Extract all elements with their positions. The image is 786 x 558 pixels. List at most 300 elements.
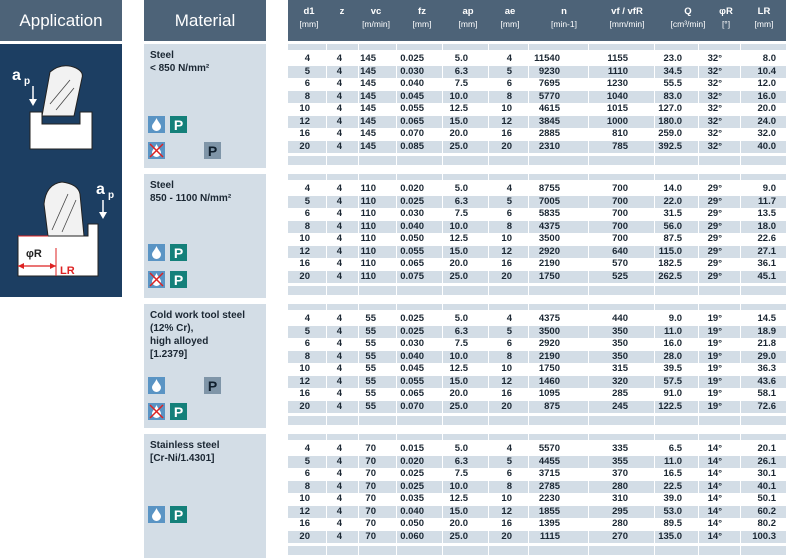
table-cell: 3845 — [538, 115, 560, 127]
table-cell: 5.0 — [454, 313, 468, 324]
table-cell: 700 — [612, 233, 628, 244]
table-row — [288, 221, 786, 233]
table-cell: 89.5 — [663, 518, 682, 529]
table-cell: 7005 — [538, 195, 560, 207]
table-row — [288, 258, 786, 270]
table-cell: 20.1 — [757, 443, 776, 454]
table-cell: 4 — [304, 313, 310, 324]
table-cell: 110 — [360, 183, 376, 194]
table-cell: 6 — [506, 468, 512, 479]
table-cell: 285 — [612, 388, 628, 399]
table-cell: 4 — [336, 443, 342, 454]
table-cell: 19° — [707, 363, 722, 374]
table-cell: 0.025 — [400, 468, 424, 479]
table-cell: 0.025 — [400, 480, 424, 492]
table-cell: 3715 — [538, 468, 560, 479]
table-cell: 4 — [336, 65, 342, 77]
table-row — [288, 351, 786, 363]
col-lr: LR [mm] — [754, 6, 774, 29]
table-cell: 8755 — [538, 183, 560, 194]
table-cell: 20 — [501, 140, 512, 152]
table-cell: 87.5 — [663, 233, 682, 244]
table-cell: 22.5 — [663, 480, 682, 492]
table-cell: 0.015 — [400, 443, 424, 454]
table-cell: 20 — [299, 270, 310, 282]
table-cell: 0.025 — [400, 53, 424, 64]
table-cell: 2920 — [538, 338, 560, 349]
table-cell: 4375 — [538, 220, 560, 232]
table-cell: 8 — [506, 220, 512, 232]
table-cell: 0.075 — [400, 270, 424, 282]
table-cell: 12 — [501, 245, 512, 257]
table-cell: 145 — [360, 115, 376, 127]
table-cell: 5.0 — [454, 53, 468, 64]
table-cell: 60.2 — [757, 505, 776, 517]
col-ap: ap [mm] — [458, 6, 478, 29]
col-ae: ae [mm] — [500, 6, 520, 29]
table-cell: 4 — [336, 220, 342, 232]
column-divider — [358, 44, 359, 558]
table-cell: 0.025 — [400, 195, 424, 207]
table-cell: 55 — [365, 388, 376, 399]
column-divider — [698, 44, 699, 558]
table-cell: 135.0 — [658, 530, 682, 542]
table-cell: 20 — [299, 400, 310, 412]
table-cell: 20.0 — [449, 128, 468, 139]
table-cell: 6 — [506, 338, 512, 349]
table-cell: 55 — [365, 375, 376, 387]
table-cell: 2190 — [538, 350, 560, 362]
table-cell: 9.0 — [668, 313, 682, 324]
table-row — [288, 506, 786, 518]
table-cell: 70 — [365, 468, 376, 479]
table-cell: 20.0 — [449, 388, 468, 399]
table-cell: 32° — [707, 90, 722, 102]
table-cell: 0.040 — [400, 78, 424, 89]
table-cell: 570 — [612, 258, 628, 269]
table-row — [288, 208, 786, 220]
table-cell: 6.3 — [454, 325, 468, 337]
table-cell: 7695 — [538, 78, 560, 89]
table-cell: 16.5 — [663, 468, 682, 479]
table-cell: 20.0 — [449, 518, 468, 529]
table-spacer — [288, 434, 786, 440]
column-divider — [588, 44, 589, 558]
table-cell: 18.9 — [757, 325, 776, 337]
table-cell: 1000 — [606, 115, 628, 127]
table-cell: 25.0 — [449, 400, 468, 412]
table-cell: 5 — [506, 195, 512, 207]
table-cell: 16.0 — [757, 90, 776, 102]
table-cell: 16.0 — [663, 338, 682, 349]
table-row — [288, 468, 786, 480]
table-cell: 4 — [336, 468, 342, 479]
table-cell: 14.0 — [663, 183, 682, 194]
table-cell: 6 — [304, 338, 310, 349]
table-cell: 1750 — [538, 270, 560, 282]
table-cell: 36.3 — [757, 363, 776, 374]
table-cell: 4 — [336, 313, 342, 324]
table-cell: 4 — [336, 375, 342, 387]
table-cell: 4 — [336, 258, 342, 269]
table-row — [288, 196, 786, 208]
table-cell: 15.0 — [449, 505, 468, 517]
table-cell: 7.5 — [454, 208, 468, 219]
table-cell: 56.0 — [663, 220, 682, 232]
table-cell: 12 — [501, 115, 512, 127]
table-cell: 29° — [707, 183, 722, 194]
table-cell: 32° — [707, 53, 722, 64]
table-cell: 1395 — [538, 518, 560, 529]
table-cell: 10 — [299, 493, 310, 504]
table-cell: 145 — [360, 128, 376, 139]
col-q: Q [cm³/min] — [670, 6, 706, 29]
table-row — [288, 103, 786, 115]
table-cell: 5 — [506, 325, 512, 337]
table-cell: 5 — [506, 65, 512, 77]
table-cell: 245 — [612, 400, 628, 412]
table-cell: 11.0 — [664, 455, 682, 467]
table-row — [288, 493, 786, 505]
table-cell: 7.5 — [454, 338, 468, 349]
table-cell: 0.055 — [400, 375, 424, 387]
table-cell: 29° — [707, 233, 722, 244]
table-cell: 5835 — [538, 208, 560, 219]
table-cell: 12.0 — [757, 78, 776, 89]
table-cell: 8 — [304, 90, 310, 102]
table-cell: 11.7 — [758, 195, 776, 207]
table-row — [288, 531, 786, 543]
table-cell: 39.5 — [663, 363, 682, 374]
table-cell: 4 — [506, 183, 512, 194]
table-cell: 4 — [336, 325, 342, 337]
table-cell: 12.5 — [449, 363, 468, 374]
table-cell: 0.070 — [400, 128, 424, 139]
column-divider — [396, 44, 397, 558]
material-header-label: Material — [174, 10, 236, 30]
table-cell: 4 — [336, 53, 342, 64]
table-cell: 5 — [304, 195, 310, 207]
table-cell: 145 — [360, 90, 376, 102]
coolant-drop-icon — [148, 244, 165, 261]
table-cell: 0.070 — [400, 400, 424, 412]
table-cell: 4 — [506, 443, 512, 454]
table-cell: 14° — [707, 505, 722, 517]
table-cell: 70 — [365, 480, 376, 492]
table-cell: 16 — [501, 128, 512, 139]
coolant-drop-icon — [148, 377, 165, 394]
table-cell: 3500 — [538, 233, 560, 244]
table-cell: 11540 — [534, 53, 560, 64]
table-cell: 10.0 — [449, 350, 468, 362]
table-cell: 2920 — [538, 245, 560, 257]
table-row — [288, 233, 786, 245]
table-cell: 0.040 — [400, 505, 424, 517]
table-cell: 0.020 — [400, 183, 424, 194]
table-cell: 12 — [299, 375, 310, 387]
table-cell: 4 — [336, 518, 342, 529]
table-cell: 4 — [336, 233, 342, 244]
table-cell: 350 — [612, 350, 628, 362]
table-cell: 110 — [360, 258, 376, 269]
table-cell: 0.065 — [400, 258, 424, 269]
table-cell: 83.0 — [663, 90, 682, 102]
table-spacer — [288, 156, 786, 165]
table-cell: 19° — [707, 313, 722, 324]
table-cell: 0.055 — [400, 245, 424, 257]
table-cell: 1110 — [607, 65, 628, 77]
table-cell: 280 — [612, 518, 628, 529]
table-cell: 2190 — [538, 258, 560, 269]
table-cell: 4 — [336, 455, 342, 467]
no-coolant-icon — [148, 142, 165, 159]
table-row — [288, 183, 786, 195]
table-cell: 4 — [304, 443, 310, 454]
table-cell: 15.0 — [449, 375, 468, 387]
LR-label: LR — [60, 265, 75, 277]
table-cell: 700 — [612, 208, 628, 219]
table-cell: 0.045 — [400, 363, 424, 374]
table-cell: 16 — [299, 128, 310, 139]
table-cell: 4 — [336, 530, 342, 542]
table-cell: 70 — [365, 530, 376, 542]
table-cell: 2785 — [538, 480, 560, 492]
table-cell: 12 — [501, 375, 512, 387]
table-cell: 700 — [612, 183, 628, 194]
table-cell: 1015 — [606, 103, 628, 114]
table-cell: 8 — [506, 350, 512, 362]
material-block-3 — [144, 304, 266, 428]
table-cell: 100.3 — [752, 530, 776, 542]
table-cell: 80.2 — [757, 518, 776, 529]
table-cell: 29° — [707, 245, 722, 257]
table-cell: 13.5 — [757, 208, 776, 219]
table-cell: 12 — [299, 115, 310, 127]
table-cell: 10.0 — [449, 220, 468, 232]
table-cell: 43.6 — [757, 375, 776, 387]
table-cell: 4 — [304, 53, 310, 64]
table-cell: 8 — [304, 220, 310, 232]
p-badge: P — [170, 116, 187, 133]
table-cell: 0.085 — [400, 140, 424, 152]
table-cell: 29° — [707, 195, 722, 207]
table-cell: 0.045 — [400, 90, 424, 102]
table-spacer — [288, 304, 786, 310]
table-cell: 295 — [612, 505, 628, 517]
table-cell: 4 — [336, 103, 342, 114]
table-spacer — [288, 546, 786, 555]
table-row — [288, 128, 786, 140]
table-cell: 700 — [612, 195, 628, 207]
col-phir: φR [°] — [719, 6, 733, 29]
table-cell: 1115 — [539, 530, 560, 542]
table-cell: 110 — [360, 233, 376, 244]
table-cell: 1040 — [606, 90, 628, 102]
table-row — [288, 271, 786, 283]
table-cell: 9.0 — [762, 183, 776, 194]
table-cell: 145 — [360, 65, 376, 77]
table-cell: 70 — [365, 455, 376, 467]
material-name: Stainless steel [Cr-Ni/1.4301] — [150, 440, 220, 464]
table-cell: 55 — [365, 350, 376, 362]
table-cell: 0.050 — [400, 233, 424, 244]
table-cell: 6.3 — [454, 455, 468, 467]
table-cell: 70 — [365, 443, 376, 454]
table-spacer — [288, 44, 786, 50]
table-cell: 145 — [360, 78, 376, 89]
table-row — [288, 443, 786, 455]
table-cell: 280 — [612, 480, 628, 492]
table-cell: 4455 — [538, 455, 560, 467]
table-cell: 0.065 — [400, 115, 424, 127]
table-cell: 16 — [501, 518, 512, 529]
table-cell: 180.0 — [658, 115, 682, 127]
table-cell: 115.0 — [658, 245, 682, 257]
table-cell: 40.1 — [757, 480, 776, 492]
table-cell: 8 — [304, 350, 310, 362]
table-row — [288, 53, 786, 65]
table-cell: 127.0 — [658, 103, 682, 114]
table-cell: 3500 — [538, 325, 560, 337]
application-panel — [0, 44, 122, 297]
cutting-table-3 — [288, 304, 786, 428]
table-cell: 29.0 — [757, 350, 776, 362]
table-cell: 392.5 — [658, 140, 682, 152]
table-cell: 10 — [299, 233, 310, 244]
table-cell: 6.3 — [454, 65, 468, 77]
table-cell: 4 — [336, 183, 342, 194]
table-cell: 4375 — [538, 313, 560, 324]
table-cell: 21.8 — [757, 338, 776, 349]
table-cell: 145 — [360, 103, 376, 114]
table-cell: 110 — [360, 208, 376, 219]
material-name: Steel 850 - 1100 N/mm² — [150, 180, 232, 204]
phiR-label: φR — [26, 248, 42, 260]
table-cell: 16 — [501, 258, 512, 269]
cutting-table-4 — [288, 434, 786, 558]
table-cell: 14° — [707, 493, 722, 504]
table-row — [288, 401, 786, 413]
table-cell: 7.5 — [454, 78, 468, 89]
table-cell: 14° — [707, 518, 722, 529]
application-header — [0, 0, 122, 41]
table-cell: 16 — [299, 518, 310, 529]
table-cell: 5 — [506, 455, 512, 467]
table-cell: 10 — [501, 493, 512, 504]
table-cell: 15.0 — [449, 245, 468, 257]
material-name: Steel < 850 N/mm² — [150, 50, 210, 74]
column-divider — [442, 44, 443, 558]
table-cell: 14° — [707, 468, 722, 479]
table-cell: 7.5 — [454, 468, 468, 479]
column-divider — [488, 44, 489, 558]
table-cell: 875 — [544, 400, 560, 412]
table-cell: 2885 — [538, 128, 560, 139]
table-cell: 4 — [336, 350, 342, 362]
p-badge-grey: P — [204, 142, 221, 159]
table-cell: 27.1 — [757, 245, 776, 257]
table-cell: 259.0 — [658, 128, 682, 139]
table-cell: 10 — [299, 103, 310, 114]
table-cell: 14° — [707, 455, 722, 467]
table-cell: 1095 — [538, 388, 560, 399]
table-cell: 55 — [365, 338, 376, 349]
table-cell: 1155 — [607, 53, 628, 64]
table-cell: 0.040 — [400, 220, 424, 232]
table-cell: 4 — [336, 480, 342, 492]
table-cell: 4 — [336, 245, 342, 257]
table-cell: 20 — [299, 140, 310, 152]
table-cell: 32.0 — [757, 128, 776, 139]
table-cell: 270 — [612, 530, 628, 542]
table-row — [288, 376, 786, 388]
table-cell: 2310 — [538, 140, 560, 152]
table-cell: 1855 — [538, 505, 560, 517]
table-cell: 10 — [299, 363, 310, 374]
table-cell: 20 — [501, 270, 512, 282]
table-cell: 4 — [304, 183, 310, 194]
table-cell: 20.0 — [757, 103, 776, 114]
p-badge: P — [170, 244, 187, 261]
table-cell: 6.3 — [454, 195, 468, 207]
table-row — [288, 518, 786, 530]
table-cell: 310 — [612, 493, 628, 504]
table-cell: 24.0 — [757, 115, 776, 127]
table-cell: 16 — [501, 388, 512, 399]
table-cell: 32° — [707, 115, 722, 127]
svg-text:p: p — [24, 76, 31, 87]
table-cell: 19° — [707, 338, 722, 349]
table-cell: 20.0 — [449, 258, 468, 269]
table-cell: 4615 — [538, 103, 560, 114]
table-cell: 10 — [501, 103, 512, 114]
table-cell: 12.5 — [449, 103, 468, 114]
table-cell: 4 — [336, 493, 342, 504]
table-cell: 72.6 — [757, 400, 776, 412]
coolant-drop-icon — [148, 116, 165, 133]
table-cell: 16 — [299, 258, 310, 269]
table-cell: 4 — [506, 53, 512, 64]
table-cell: 0.055 — [400, 103, 424, 114]
table-cell: 50.1 — [757, 493, 776, 504]
table-cell: 20 — [501, 400, 512, 412]
table-cell: 91.0 — [663, 388, 682, 399]
table-cell: 6 — [506, 208, 512, 219]
table-cell: 20 — [299, 530, 310, 542]
table-cell: 5 — [304, 65, 310, 77]
table-cell: 25.0 — [449, 140, 468, 152]
table-row — [288, 338, 786, 350]
cutting-table-2 — [288, 174, 786, 298]
table-cell: 29° — [707, 270, 722, 282]
no-coolant-icon — [148, 403, 165, 420]
ap-label-bottom: a — [96, 181, 105, 198]
table-cell: 8 — [506, 90, 512, 102]
table-cell: 370 — [612, 468, 628, 479]
table-spacer — [288, 286, 786, 295]
table-cell: 8 — [304, 480, 310, 492]
table-cell: 40.0 — [757, 140, 776, 152]
table-cell: 12 — [299, 245, 310, 257]
table-cell: 262.5 — [658, 270, 682, 282]
col-n: n [min-1] — [551, 6, 577, 29]
table-cell: 4 — [336, 270, 342, 282]
no-coolant-icon — [148, 271, 165, 288]
table-cell: 1460 — [538, 375, 560, 387]
table-cell: 12.5 — [449, 233, 468, 244]
table-cell: 29° — [707, 258, 722, 269]
table-cell: 145 — [360, 53, 376, 64]
